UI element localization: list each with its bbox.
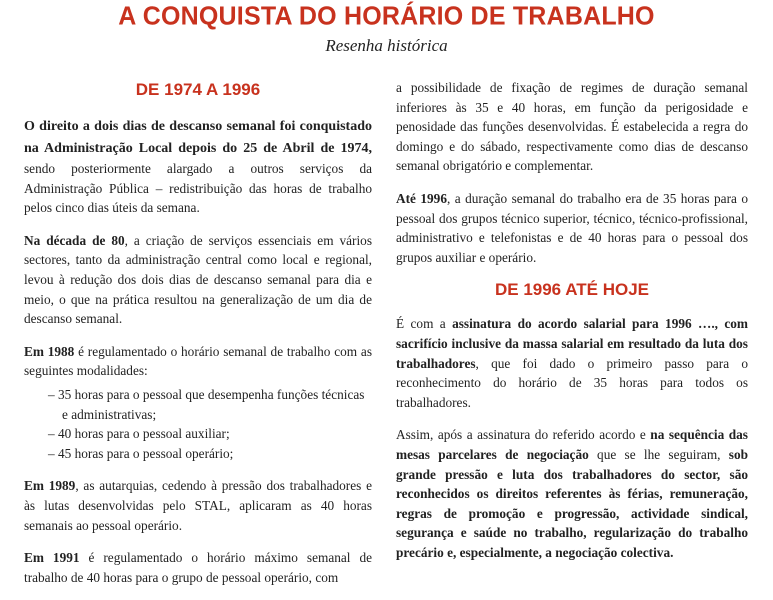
paragraph-continuation: a possibilidade de fixação de regimes de duração semanal inferiores às 35 e 40 horas, em função da perigosidade e penosidade das funções desenvolvidas. É estabelecida a regra do domingo e do sábado, respectivamente como dias de descanso semanal obrigatório e complementar. xyxy=(396,80,748,174)
list-item: – 40 horas para o pessoal auxiliar; xyxy=(48,426,230,442)
paragraph-assim: Assim, após a assinatura do referido acordo e na sequência das mesas parcelares de negociação que se lhe seguiram, sob grande pressão e luta dos trabalhadores do sector, são reconhecidos os direitos referentes às férias, remuneração, regras de promoção e progressão, actividade sindical, segurança e saúde no trabalho, regularização do trabalho precário e, especialmente, a negociação colectiva. xyxy=(396,427,748,560)
left-column xyxy=(24,80,372,600)
list-item: – 35 horas para o pessoal que desempenha funções técnicas e administrativas; xyxy=(48,386,365,422)
page-subtitle: Resenha histórica xyxy=(325,36,448,55)
paragraph-1989: Em 1989, as autarquias, cedendo à pressão dos trabalhadores e às lutas desenvolvidas pelo STAL, aplicaram as 40 horas semanais ao pessoal operário. xyxy=(24,478,372,533)
list-item: – 45 horas para o pessoal operário; xyxy=(48,445,234,461)
section-heading-1996-hoje: DE 1996 ATÉ HOJE xyxy=(494,280,649,300)
paragraph-acordo-salarial: É com a assinatura do acordo salarial para 1996 …., com sacrifício inclusive da massa salarial em resultado da luta dos trabalhadores, que foi dado o primeiro passo para o reconhecimento do horário de 35 horas para todos os trabalhadores. xyxy=(396,316,748,410)
modalidades-list xyxy=(24,385,372,463)
page-title: A CONQUISTA DO HORÁRIO DE TRABALHO xyxy=(118,1,655,31)
paragraph-1974: O direito a dois dias de descanso semanal foi conquistado na Administração Local depois do 25 de Abril de 1974, sendo posteriormente alargado a outros serviços da Administração Pública – redistribuição das horas de trabalho pelos cinco dias úteis da semana. xyxy=(24,119,372,216)
paragraph-decada-80: Na década de 80, a criação de serviços essenciais em vários sectores, tanto da administração central como local e regional, levou à redução dos dois dias de descanso semanal para dia e meio, o que na prática resultou na generalização de um dia de descanso semanal. xyxy=(24,232,372,327)
paragraph-1991: Em 1991 é regulamentado o horário máximo semanal de trabalho de 40 horas para o grupo de pessoal operário, com xyxy=(24,550,372,585)
paragraph-1988: Em 1988 é regulamentado o horário semanal de trabalho com as seguintes modalidades: xyxy=(24,343,372,379)
right-column xyxy=(396,78,748,575)
paragraph-ate-1996: Até 1996, a duração semanal do trabalho era de 35 horas para o pessoal dos grupos técnico superior, técnico, técnico-profissional, administrativo e telefonistas e de 40 horas para o pessoal dos grupos auxiliar e operário. xyxy=(396,190,748,265)
section-heading-1974-1996: DE 1974 A 1996 xyxy=(135,80,261,99)
